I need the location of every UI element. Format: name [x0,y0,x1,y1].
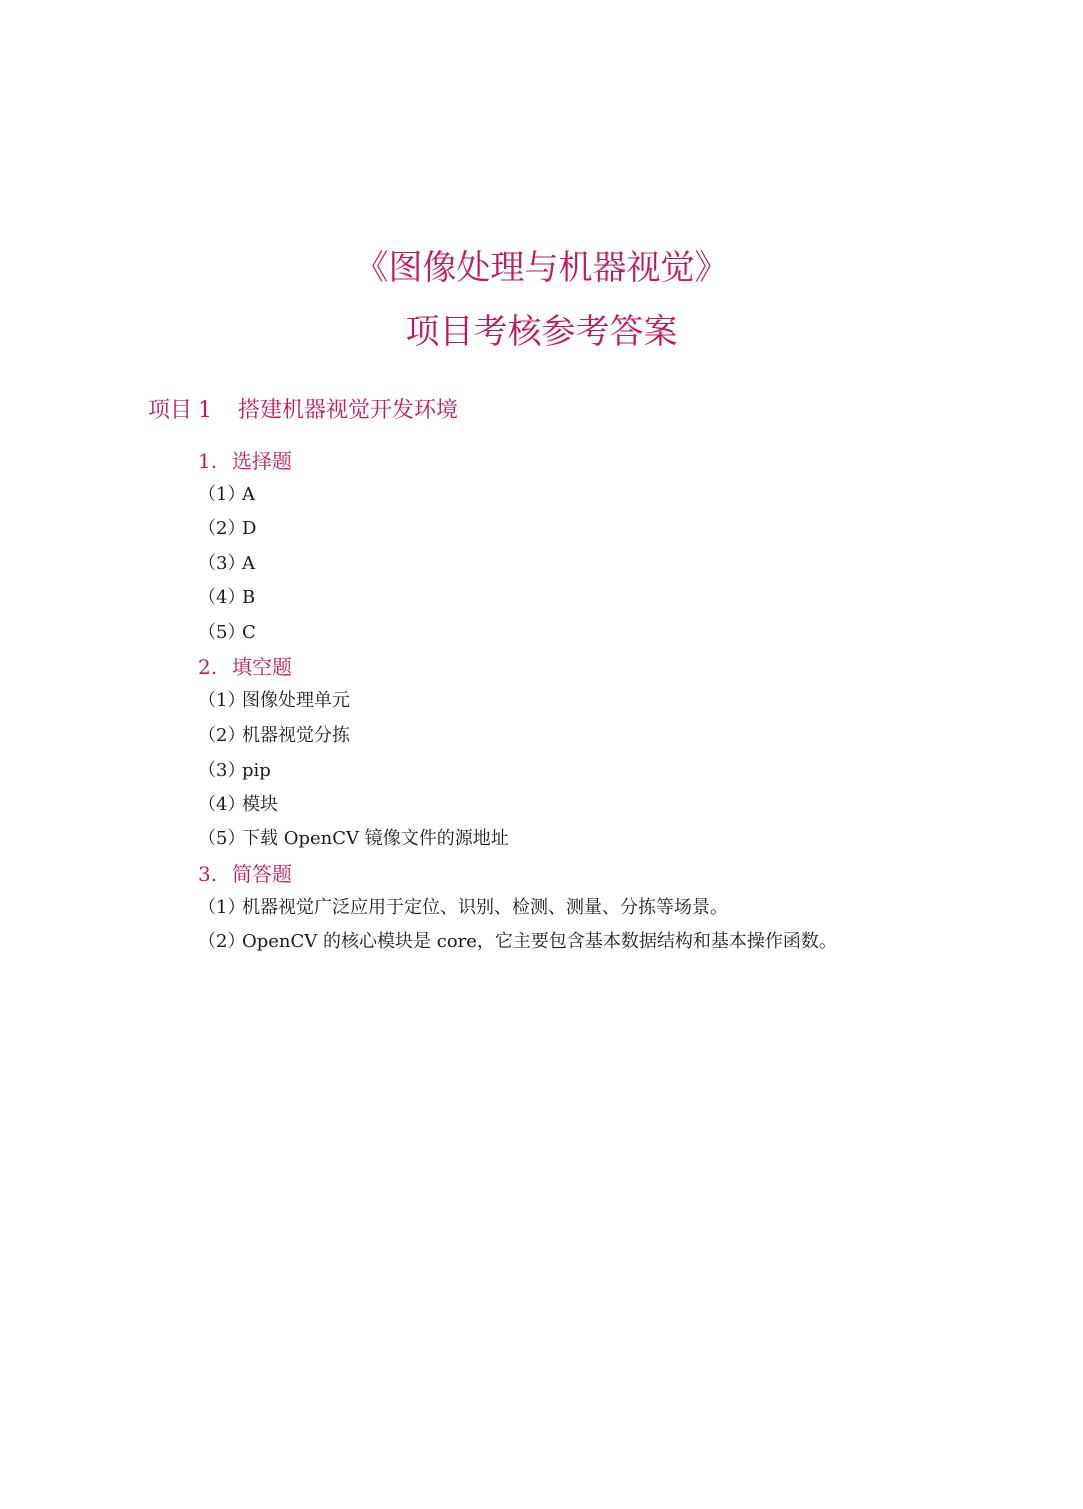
answer-text: C [242,622,256,643]
answer-item [198,551,255,577]
answer-item [198,688,350,714]
answer-index: （1） [198,897,246,918]
section-number: 2. [198,655,218,679]
section-title-short-answer [198,860,292,888]
document-title-line2: 项目考核参考答案 [405,312,678,352]
answer-item [198,792,278,818]
answer-item [198,620,256,646]
section-title-multiple-choice [198,447,292,475]
answer-text: D [242,518,257,539]
answer-text: 机器视觉广泛应用于定位、识别、检测、测量、分拣等场景。 [242,897,728,918]
answer-text: A [242,553,255,574]
section-label: 填空题 [232,655,292,679]
project-heading [148,396,458,426]
answer-index: （2） [198,931,246,952]
answer-item [198,826,509,852]
answer-text: OpenCV 的核心模块是 core，它主要包含基本数据结构和基本操作函数。 [242,931,837,952]
answer-item [198,758,271,784]
project-number: 1 [198,398,213,423]
project-label: 项目 [148,398,193,423]
answer-item [198,895,728,921]
answer-index: （2） [198,725,246,746]
answer-text: 模块 [242,794,278,815]
answer-text: 机器视觉分拣 [242,725,350,746]
answer-index: （3） [198,760,246,781]
document-title-line1: 《图像处理与机器视觉》 [354,248,729,288]
answer-index: （2） [198,518,246,539]
answer-item [198,723,350,749]
answer-text: pip [242,760,271,781]
answer-item [198,516,256,542]
answer-index: （4） [198,587,246,608]
answer-index: （5） [198,828,246,849]
section-label: 选择题 [232,449,292,473]
answer-index: （4） [198,794,246,815]
project-name: 搭建机器视觉开发环境 [238,398,459,423]
section-number: 1. [198,449,218,473]
answer-index: （3） [198,553,246,574]
section-label: 简答题 [232,862,292,886]
answer-index: （1） [198,484,246,505]
answer-item [198,482,255,508]
answer-item [198,929,837,955]
answer-text: A [242,484,255,505]
section-number: 3. [198,862,218,886]
answer-text: 下载 OpenCV 镜像文件的源地址 [242,828,509,849]
answer-item [198,585,255,611]
answer-index: （1） [198,690,246,711]
answer-index: （5） [198,622,246,643]
answer-text: 图像处理单元 [242,690,350,711]
answer-text: B [242,587,256,608]
section-title-fill-in-blank [198,653,292,681]
